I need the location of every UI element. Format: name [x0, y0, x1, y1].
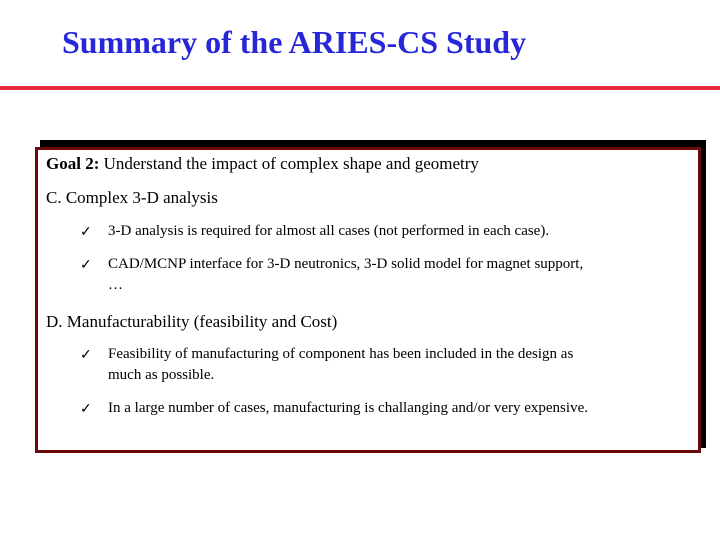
section-d-heading: D. Manufacturability (feasibility and Cost) — [46, 312, 338, 331]
title-divider — [0, 86, 720, 90]
check-icon: ✓ — [80, 225, 92, 240]
goal-line — [46, 154, 479, 174]
bullet-d1-cont: much as possible. — [108, 367, 215, 383]
bullet-d1: Feasibility of manufacturing of component has been included in the design as — [108, 346, 574, 362]
bullet-c1: 3-D analysis is required for almost all cases (not performed in each case). — [108, 223, 550, 239]
slide-title: Summary of the ARIES-CS Study — [62, 24, 527, 60]
check-icon: ✓ — [80, 348, 92, 363]
content-box — [35, 147, 701, 453]
goal-label: Goal 2: — [46, 154, 100, 173]
section-c-heading: C. Complex 3-D analysis — [46, 188, 218, 207]
bullet-c2: CAD/MCNP interface for 3-D neutronics, 3-D solid model for magnet support, — [108, 256, 584, 272]
check-icon: ✓ — [80, 402, 92, 417]
bullet-c2-cont: … — [108, 277, 123, 293]
check-icon: ✓ — [80, 258, 92, 273]
bullet-d2: In a large number of cases, manufacturing is challanging and/or very expensive. — [108, 400, 588, 416]
goal-text: Understand the impact of complex shape and geometry — [99, 154, 479, 173]
